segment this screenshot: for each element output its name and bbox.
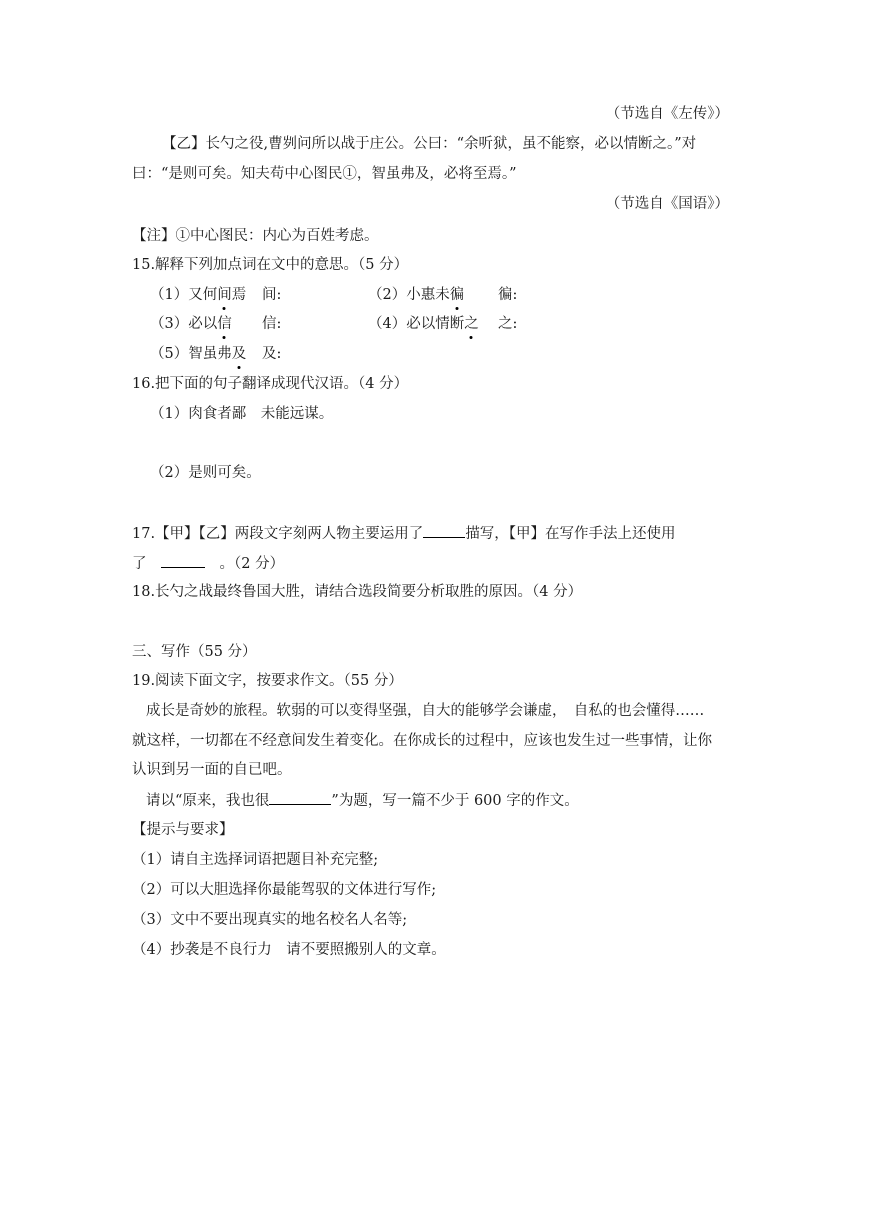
q15-item-2: （2）小惠未徧 [368, 287, 465, 303]
tip-item: （2）可以大胆选择你最能驾驭的文体进行写作; [132, 882, 437, 898]
question-15-title: 15.解释下列加点词在文中的意思。（5 分） [132, 257, 409, 273]
passage-yi-line-2: 曰：“是则可矣。知夫苟中心图民①，智虽弗及，必将至焉。” [132, 166, 517, 182]
source-guoyu: （节选自《国语》） [605, 196, 729, 212]
tips-heading: 【提示与要求】 [132, 822, 234, 838]
q19-prompt-line-1: 成长是奇妙的旅程。软弱的可以变得坚强，自大的能够学会谦虚， 自私的也会懂得…… [146, 703, 705, 719]
tip-item: （4）抄袭是不良行力 请不要照搬别人的文章。 [132, 942, 446, 958]
annotation-note: 【注】①中心图民：内心为百姓考虑。 [132, 228, 379, 244]
tip-item: （1）请自主选择词语把题目补充完整; [132, 852, 379, 868]
answer-blank [161, 553, 205, 568]
question-17-line-1: 17.【甲】【乙】两段文字刻两人物主要运用了 描写，【甲】在写作手法上还使用 [132, 523, 676, 544]
answer-blank [423, 523, 465, 538]
question-17-line-2: 了 。（2 分） [132, 553, 284, 574]
q15-item-2-label: 徧: [498, 287, 518, 303]
emphasis-dot-char: 信 [217, 316, 232, 332]
q15-item-4: （4）必以情断之 [368, 316, 479, 332]
passage-yi-line-1: 【乙】长勺之役,曹刿问所以战于庄公。公曰：“余听狱，虽不能察，必以情断之。”对 [162, 136, 697, 152]
question-16-title: 16.把下面的句子翻译成现代汉语。（4 分） [132, 376, 409, 392]
q15-item-3-label: 信: [262, 316, 282, 332]
q15-item-5: （5）智虽弗及 [150, 346, 247, 362]
emphasis-dot-char: 徧 [449, 287, 465, 303]
q16-sentence-2: （2）是则可矣。 [150, 465, 261, 481]
q15-item-5-label: 及: [262, 346, 282, 362]
q15-item-4-label: 之: [498, 316, 518, 332]
q19-title-instruction: 请以“原来，我也很 ”为题，写一篇不少于 600 字的作文。 [146, 790, 579, 811]
emphasis-dot-char: 间 [217, 287, 232, 303]
q15-item-1-label: 间: [262, 287, 282, 303]
section-3-heading: 三、写作（55 分） [132, 644, 257, 660]
source-zuozhuan: （节选自《左传》） [605, 106, 729, 122]
q15-item-1: （1）又何间焉 [150, 287, 247, 303]
emphasis-dot-char: 之 [464, 316, 479, 332]
q16-sentence-1: （1）肉食者鄙 未能远谋。 [150, 406, 334, 422]
q15-item-3: （3）必以信 [150, 316, 232, 332]
question-18: 18.长勺之战最终鲁国大胜，请结合选段简要分析取胜的原因。（4 分） [132, 584, 583, 600]
q19-prompt-line-2: 就这样，一切都在不经意间发生着变化。在你成长的过程中，应该也发生过一些事情，让你 [132, 733, 712, 749]
tip-item: （3）文中不要出现真实的地名校名人名等; [132, 912, 408, 928]
q19-prompt-line-3: 认识到另一面的自已吧。 [132, 762, 292, 778]
question-19-title: 19.阅读下面文字，按要求作文。（55 分） [132, 673, 403, 689]
emphasis-dot-char: 及 [231, 346, 247, 362]
title-blank [269, 790, 331, 805]
